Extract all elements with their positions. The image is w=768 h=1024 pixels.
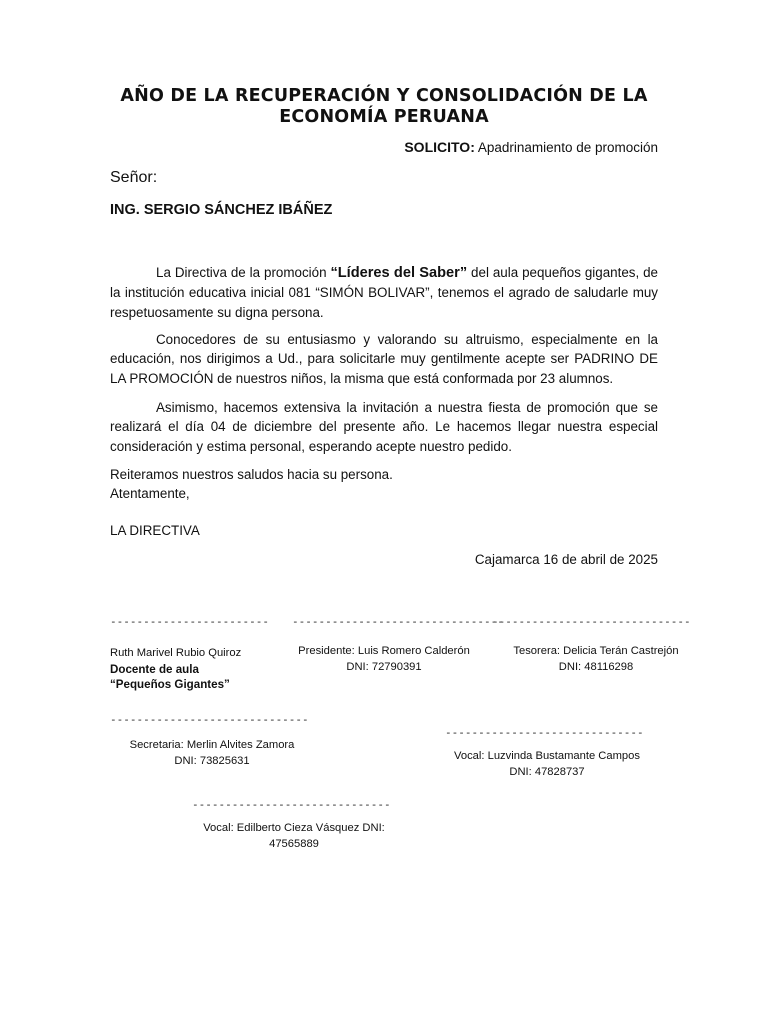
subject-label: SOLICITO: bbox=[404, 139, 475, 155]
tesorera-name: Tesorera: Delicia Terán Castrejón bbox=[513, 645, 679, 657]
addressee-name: ING. SERGIO SÁNCHEZ IBÁÑEZ bbox=[110, 202, 333, 218]
paragraph-1 bbox=[110, 263, 658, 322]
tesorera-dni: DNI: 48116298 bbox=[558, 660, 634, 673]
sender: LA DIRECTIVA bbox=[110, 523, 200, 538]
paragraph-2 bbox=[110, 330, 658, 388]
signature-presidente bbox=[284, 644, 484, 675]
vocal2-name: Vocal: Edilberto Cieza Vásquez DNI: bbox=[203, 822, 385, 834]
p2-text: Conocedores de su entusiasmo y valorando su altruismo, especialmente en la educación, nos dirigimos a Ud., para solicitarle muy gentilmente acepte ser PADRINO DE LA PROMOCIÓN de nuestros niños, la misma que está conformada por 23 alumnos. bbox=[110, 332, 658, 386]
p1-rest: del aula pequeños gigantes, de la institución educativa inicial 081 “SIMÓN BOLIVAR”, tenemos el agrado de saludarle muy respetuosamente su digna persona. bbox=[110, 265, 659, 320]
presidente-name: Presidente: Luis Romero Calderón bbox=[298, 645, 470, 657]
signature-line-vocal-1: ------------------------------ bbox=[445, 726, 644, 739]
docente-role: Docente de aula bbox=[110, 662, 199, 676]
closing-greeting: Reiteramos nuestros saludos hacia su persona. bbox=[110, 467, 393, 482]
docente-name: Ruth Marivel Rubio Quiroz bbox=[110, 647, 242, 659]
p3-text: Asimismo, hacemos extensiva la invitación a nuestra fiesta de promoción que se realizará el día 04 de diciembre del presente año. Le hacemos llegar nuestra especial consideración y estima personal, esperando acepte nuestro pedido. bbox=[110, 400, 658, 454]
closing-block bbox=[110, 465, 393, 504]
signature-line-secretaria: ------------------------------ bbox=[110, 713, 309, 726]
vocal2-dni: 47565889 bbox=[269, 837, 319, 850]
signature-vocal-1 bbox=[440, 749, 654, 780]
presidente-dni: DNI: 72790391 bbox=[346, 660, 422, 673]
signature-line-docente: ------------------------ bbox=[110, 615, 269, 628]
document-title: AÑO DE LA RECUPERACIÓN Y CONSOLIDACIÓN DE LA ECONOMÍA PERUANA bbox=[120, 86, 648, 127]
p1-intro: La Directiva de la promoción bbox=[156, 265, 331, 280]
signature-vocal-2 bbox=[192, 821, 396, 852]
vocal1-name: Vocal: Luzvinda Bustamante Campos bbox=[454, 750, 640, 762]
paragraph-3 bbox=[110, 398, 658, 456]
subject-line bbox=[404, 139, 658, 155]
signature-line-vocal-2: ------------------------------ bbox=[192, 798, 391, 811]
vocal1-dni: DNI: 47828737 bbox=[509, 765, 585, 778]
docente-classroom: “Pequeños Gigantes” bbox=[110, 678, 230, 691]
signature-line-tesorera: ------------------------------ bbox=[492, 615, 691, 628]
secretaria-name: Secretaria: Merlin Alvites Zamora bbox=[129, 739, 295, 751]
promotion-name: “Líderes del Saber” bbox=[330, 265, 468, 281]
subject-text: Apadrinamiento de promoción bbox=[477, 140, 658, 155]
signature-line-presidente: -------------------------------- bbox=[292, 615, 504, 628]
signature-docente bbox=[110, 646, 241, 693]
signature-tesorera bbox=[500, 644, 692, 675]
salutation: Señor: bbox=[110, 169, 158, 186]
letter-date: Cajamarca 16 de abril de 2025 bbox=[474, 552, 658, 567]
secretaria-dni: DNI: 73825631 bbox=[174, 754, 250, 767]
signature-secretaria bbox=[112, 738, 312, 769]
closing-valediction: Atentamente, bbox=[110, 486, 190, 502]
